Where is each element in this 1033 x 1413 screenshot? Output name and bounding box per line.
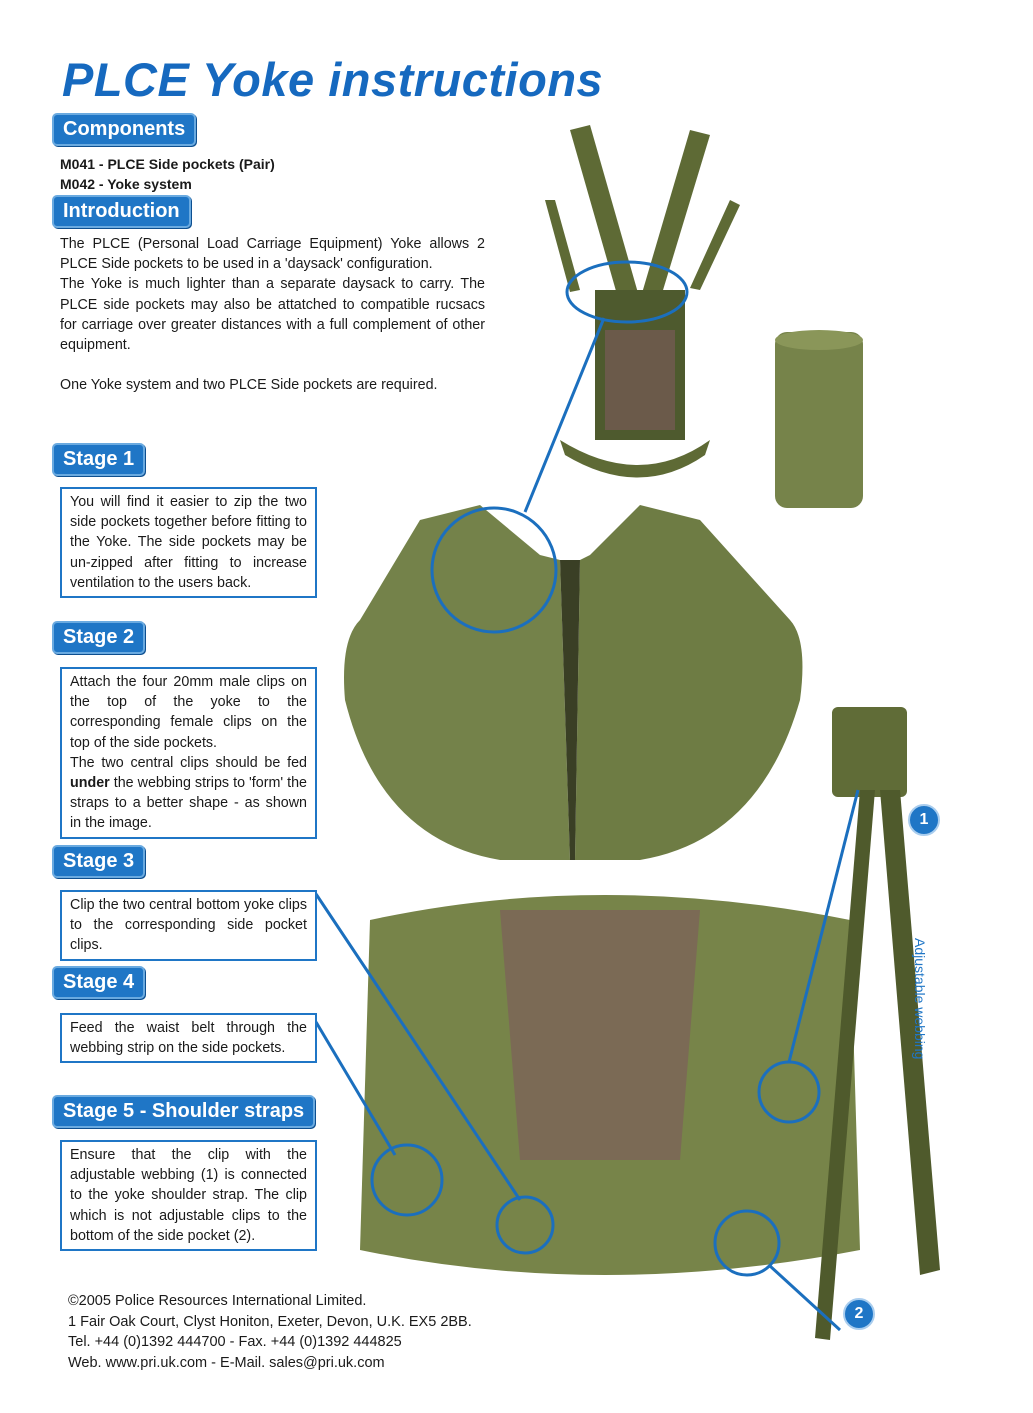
footer xyxy=(68,1291,472,1373)
page-title: PLCE Yoke instructions xyxy=(62,53,604,106)
stage-1-text: You will find it easier to zip the two side pockets together before fitting to the Yoke. The side pockets may be un-zipped after fitting to increase ventilation to the users back. xyxy=(60,487,317,598)
stage-1-heading: Stage 1 xyxy=(52,443,145,476)
stage-3-heading: Stage 3 xyxy=(52,845,145,878)
web-email: Web. www.pri.uk.com - E-Mail. sales@pri.uk.com xyxy=(68,1354,385,1371)
component-item: M042 - Yoke system xyxy=(60,176,192,192)
stage-4-text: Feed the waist belt through the webbing strip on the side pockets. xyxy=(60,1013,317,1063)
intro-paragraph: The Yoke is much lighter than a separate daysack to carry. The PLCE side pockets may also be attatched to compatible rucsacs for carriage over greater distances with a full complement of other equipment. xyxy=(60,276,485,354)
marker-2: 2 xyxy=(843,1298,875,1330)
phone: Tel. +44 (0)1392 444700 - Fax. +44 (0)1392 444825 xyxy=(68,1334,402,1350)
stage-5-heading: Stage 5 - Shoulder straps xyxy=(52,1095,315,1128)
assembled-back-photo xyxy=(360,895,860,1275)
stage-2-text-b: The two central clips should be fed xyxy=(70,754,307,771)
component-item: M041 - PLCE Side pockets (Pair) xyxy=(60,156,275,172)
side-pocket-photo xyxy=(775,330,863,508)
stage-4-heading: Stage 4 xyxy=(52,966,145,999)
stage-2-text-a: Attach the four 20mm male clips on the top of the yoke to the corresponding female clips on the top of the side pockets. xyxy=(70,674,307,751)
introduction-text xyxy=(60,234,485,395)
stage-2-text-c: the webbing strips to 'form' the straps to a better shape - as shown in the image. xyxy=(70,775,307,832)
adjustable-webbing-label: Adjustable webbing xyxy=(912,938,928,1060)
copyright: ©2005 Police Resources International Limited. xyxy=(68,1293,367,1309)
stage-3-text: Clip the two central bottom yoke clips to the corresponding side pocket clips. xyxy=(60,890,317,961)
stage-2-heading: Stage 2 xyxy=(52,621,145,654)
yoke-photo xyxy=(545,125,740,478)
introduction-heading: Introduction xyxy=(52,195,191,228)
pockets-pair-photo xyxy=(344,505,802,860)
stage-2-emphasis: under xyxy=(70,775,110,792)
stage-2-text xyxy=(60,667,317,839)
marker-1: 1 xyxy=(908,804,940,836)
components-heading: Components xyxy=(52,113,196,146)
stage-5-text: Ensure that the clip with the adjustable webbing (1) is connected to the yoke shoulder strap. The clip which is not adjustable clips to the bottom of the side pocket (2). xyxy=(60,1140,317,1251)
intro-paragraph: The PLCE (Personal Load Carriage Equipment) Yoke allows 2 PLCE Side pockets to be used in a 'daysack' configuration. xyxy=(60,236,485,273)
address: 1 Fair Oak Court, Clyst Honiton, Exeter, Devon, U.K. EX5 2BB. xyxy=(68,1313,472,1330)
intro-paragraph: One Yoke system and two PLCE Side pockets are required. xyxy=(60,377,438,394)
